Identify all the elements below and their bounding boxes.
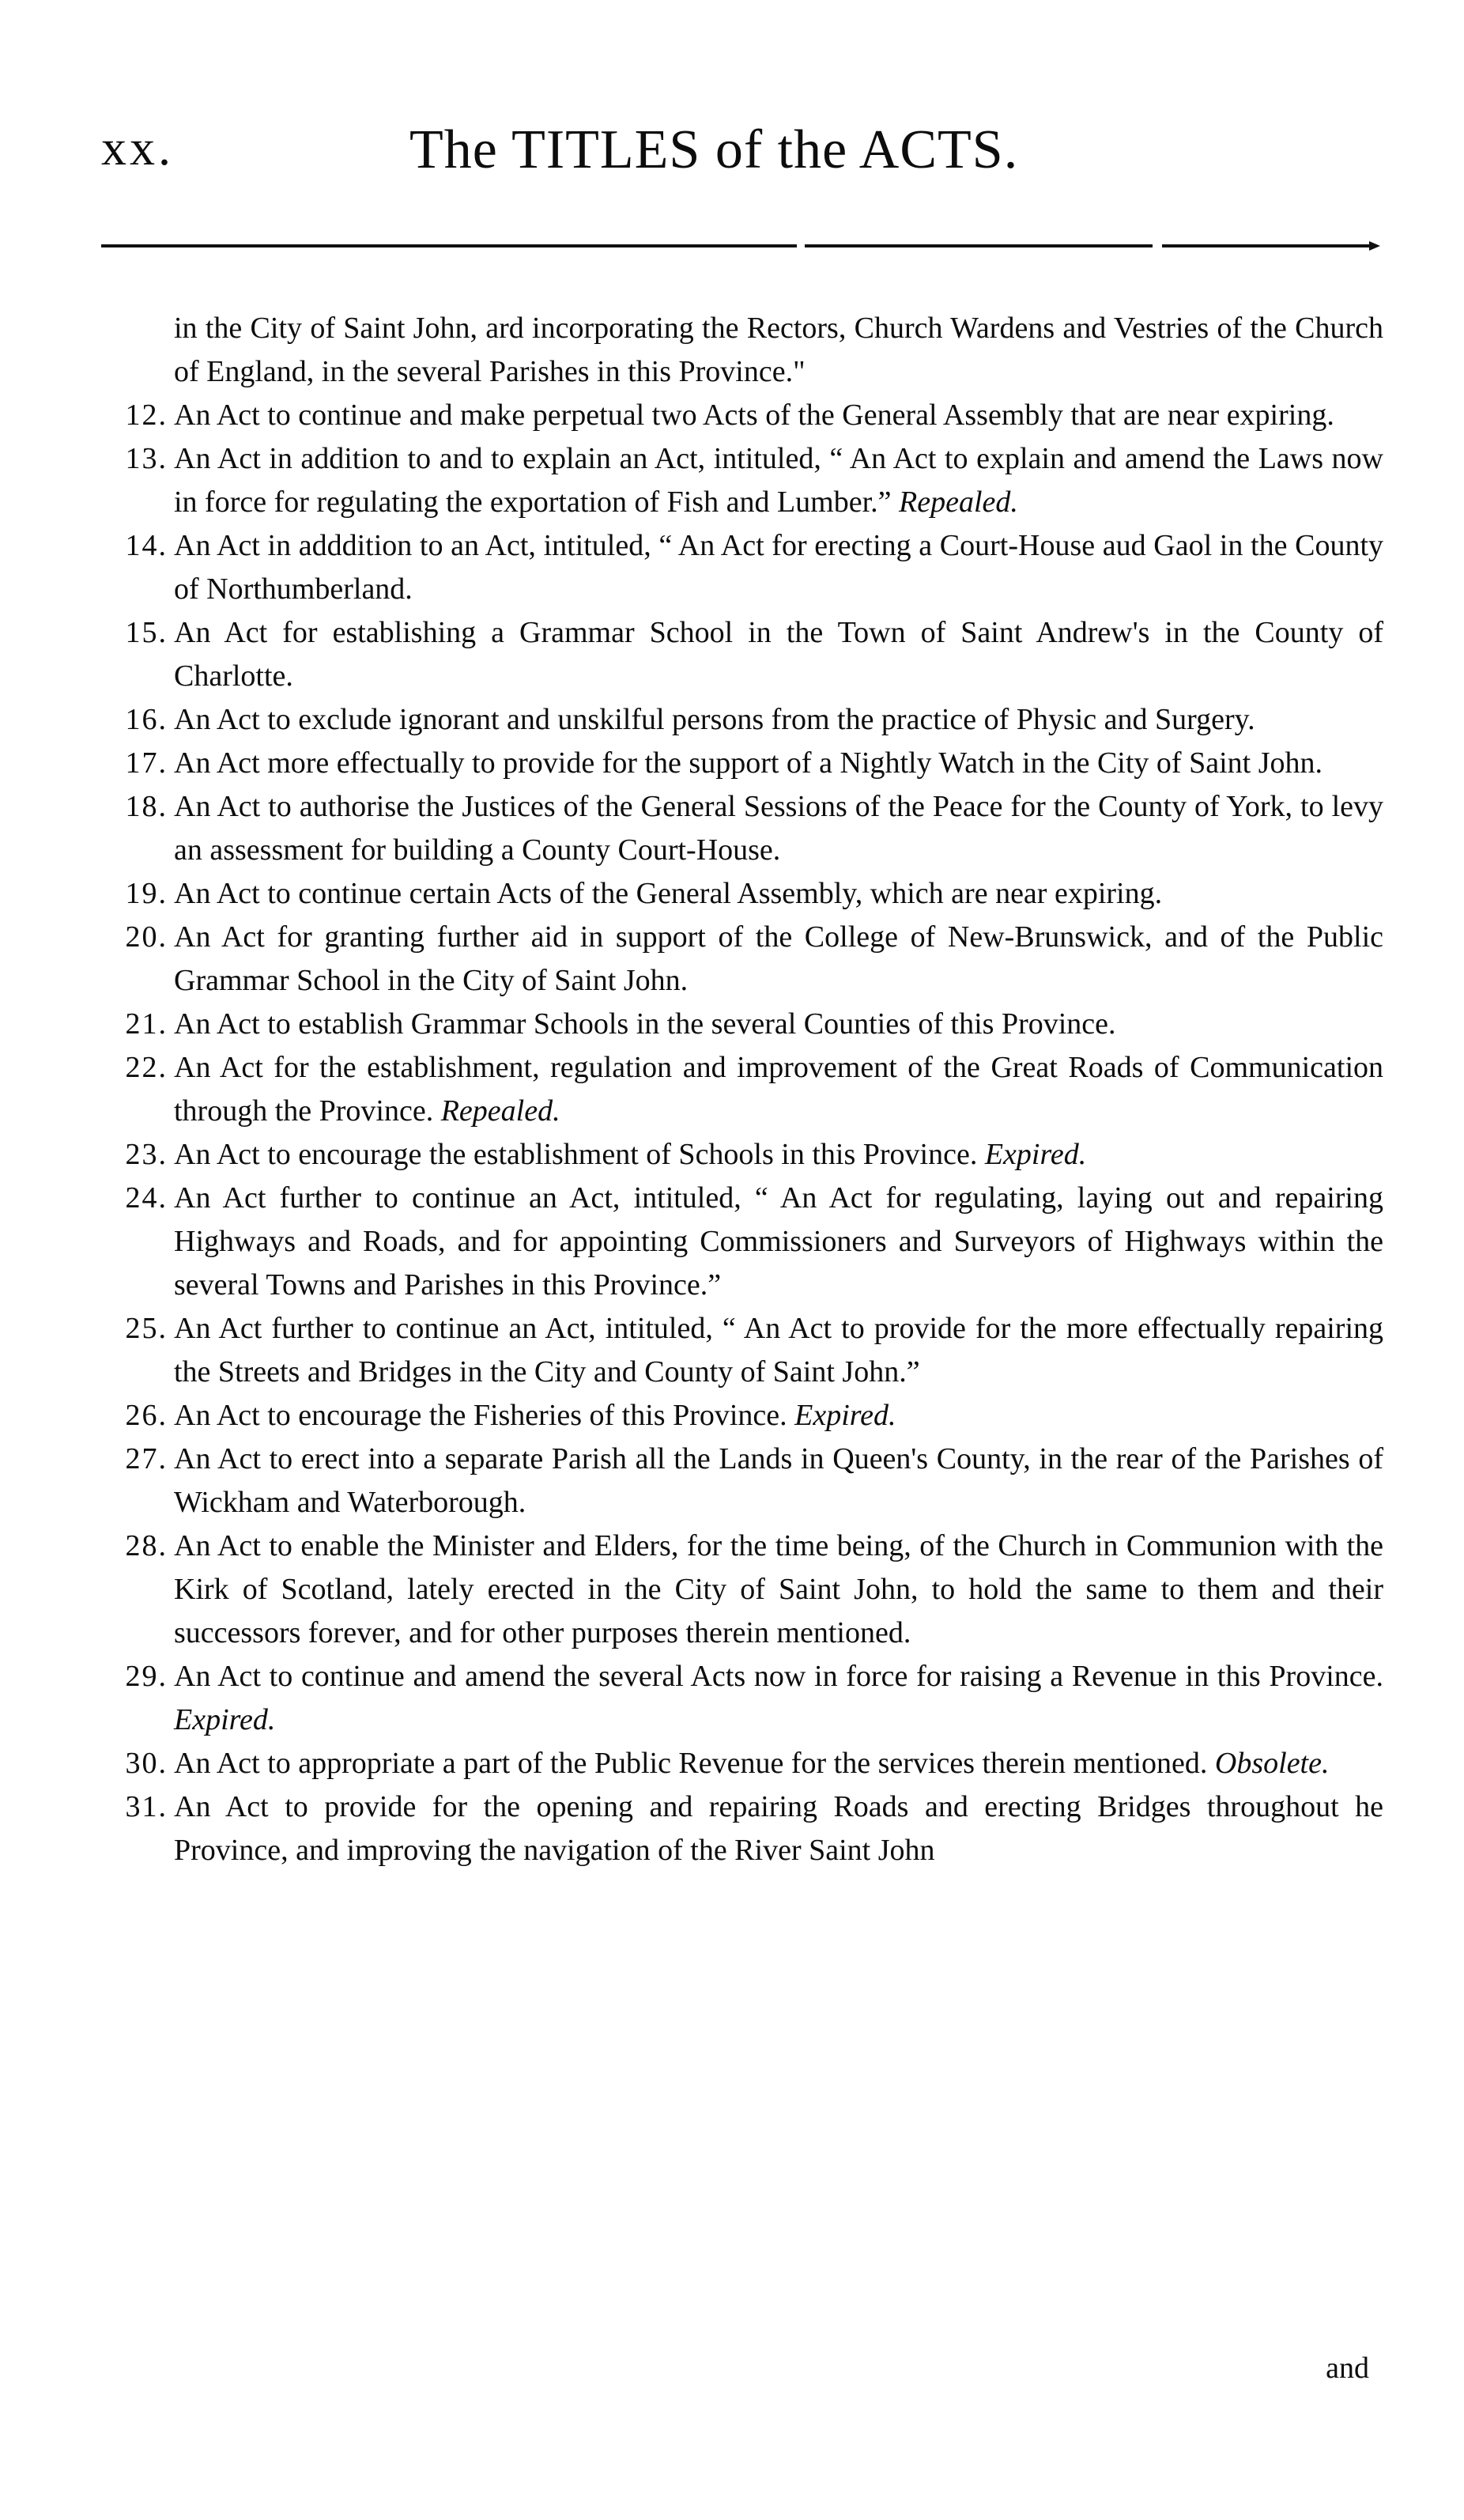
entry-number: 21. bbox=[125, 1007, 168, 1041]
header-rule bbox=[101, 242, 1375, 250]
entry-status: Expired. bbox=[174, 1703, 276, 1736]
rule-arrow-icon bbox=[1369, 241, 1380, 251]
entry-text: An Act to enable the Minister and Elders, for the time being, of the Church in Communion with the Kirk of Scotland, lately erected in the City of Saint John, to hold the same to them and their successors forever, and for other purposes therein mentioned. bbox=[174, 1529, 1383, 1649]
entry-number: 22. bbox=[125, 1051, 168, 1084]
entry-text: in the City of Saint John, ard incorporating the Rectors, Church Wardens and Vestries of the Church of England, in the several Parishes in this Province." bbox=[174, 312, 1383, 388]
entry-text: An Act for granting further aid in support of the College of New-Brunswick, and of the Public Grammar School in the City of Saint John. bbox=[174, 920, 1383, 997]
entry-number: 20. bbox=[125, 920, 168, 954]
list-item bbox=[79, 1133, 1383, 1177]
entry-status: Repealed. bbox=[440, 1094, 560, 1128]
list-item bbox=[79, 1394, 1383, 1438]
list-item bbox=[79, 785, 1383, 872]
page-number: xx. bbox=[101, 119, 174, 176]
entry-status: Obsolete. bbox=[1214, 1747, 1330, 1780]
entry-text: An Act to authorise the Justices of the General Sessions of the Peace for the County of York, to levy an assessment for building a County Court-House. bbox=[174, 790, 1383, 867]
entry-text: An Act further to continue an Act, intituled, “ An Act for regulating, laying out and repairing Highways and Roads, and for appointing Commissioners and Surveyors of Highways within the several Towns and Parishes in this Province.” bbox=[174, 1181, 1383, 1302]
entry-text: An Act to continue certain Acts of the General Assembly, which are near expiring. bbox=[174, 877, 1163, 910]
entry-text: An Act to continue and make perpetual two Acts of the General Assembly that are near expiring. bbox=[174, 399, 1334, 432]
page-title: The TITLES of the ACTS. bbox=[409, 119, 1019, 180]
entry-number: 26. bbox=[125, 1399, 168, 1432]
rule-segment bbox=[805, 244, 1153, 247]
entry-status: Expired. bbox=[794, 1399, 896, 1432]
list-item bbox=[79, 1046, 1383, 1133]
entry-text: An Act further to continue an Act, intituled, “ An Act to provide for the more effectually repairing the Streets and Bridges in the City and County of Saint John.” bbox=[174, 1312, 1383, 1388]
entry-text: An Act to exclude ignorant and unskilful persons from the practice of Physic and Surgery. bbox=[174, 703, 1255, 736]
list-item bbox=[79, 524, 1383, 611]
list-item bbox=[79, 1003, 1383, 1046]
entry-status: Repealed. bbox=[899, 485, 1018, 519]
list-item bbox=[79, 1742, 1383, 1785]
entry-number: 19. bbox=[125, 877, 168, 910]
list-item bbox=[79, 1524, 1383, 1655]
entry-number: 29. bbox=[125, 1660, 168, 1693]
catchword: and bbox=[1326, 2352, 1369, 2385]
entry-number: 31. bbox=[125, 1790, 168, 1823]
entry-number: 12. bbox=[125, 399, 168, 432]
list-item bbox=[79, 1655, 1383, 1742]
entry-text: An Act in adddition to an Act, intituled, “ An Act for erecting a Court-House aud Gaol in the County of Northumberland. bbox=[174, 529, 1383, 606]
page-header bbox=[101, 119, 1374, 198]
entry-number: 28. bbox=[125, 1529, 168, 1562]
entry-number: 18. bbox=[125, 790, 168, 823]
entry-text: An Act to appropriate a part of the Public Revenue for the services therein mentioned. bbox=[174, 1747, 1208, 1780]
list-item bbox=[79, 916, 1383, 1003]
entry-number: 30. bbox=[125, 1747, 168, 1780]
list-item bbox=[79, 698, 1383, 742]
entry-text: An Act to erect into a separate Parish all the Lands in Queen's County, in the rear of the Parishes of Wickham and Waterborough. bbox=[174, 1442, 1383, 1519]
entry-text: An Act for the establishment, regulation and improvement of the Great Roads of Communication through the Province. bbox=[174, 1051, 1383, 1128]
list-item bbox=[79, 1785, 1383, 1872]
list-item bbox=[79, 1177, 1383, 1307]
rule-segment bbox=[1162, 244, 1369, 247]
rule-segment bbox=[101, 244, 797, 247]
entry-text: An Act more effectually to provide for the support of a Nightly Watch in the City of Saint John. bbox=[174, 746, 1323, 780]
list-item bbox=[79, 394, 1383, 437]
entry-text: An Act to encourage the establishment of Schools in this Province. bbox=[174, 1138, 978, 1171]
entry-number: 15. bbox=[125, 616, 168, 649]
entry-number: 14. bbox=[125, 529, 168, 562]
list-item bbox=[79, 611, 1383, 698]
entry-number: 25. bbox=[125, 1312, 168, 1345]
entry-status: Expired. bbox=[984, 1138, 1087, 1171]
list-item bbox=[79, 1438, 1383, 1524]
entry-number: 16. bbox=[125, 703, 168, 736]
entry-text: An Act to provide for the opening and repairing Roads and erecting Bridges throughout he Province, and improving the navigation of the River Saint John bbox=[174, 1790, 1383, 1867]
entry-number: 23. bbox=[125, 1138, 168, 1171]
list-item bbox=[79, 872, 1383, 916]
entry-number: 17. bbox=[125, 746, 168, 780]
entry-text: An Act to continue and amend the several Acts now in force for raising a Revenue in this Province. bbox=[174, 1660, 1383, 1693]
entry-text: An Act in addition to and to explain an Act, intituled, “ An Act to explain and amend the Laws now in force for regulating the exportation of Fish and Lumber.” bbox=[174, 442, 1383, 519]
acts-list bbox=[79, 307, 1383, 1872]
entry-number: 13. bbox=[125, 442, 168, 475]
list-item bbox=[79, 742, 1383, 785]
entry-text: An Act to encourage the Fisheries of this Province. bbox=[174, 1399, 787, 1432]
entry-number: 24. bbox=[125, 1181, 168, 1215]
list-item bbox=[79, 437, 1383, 524]
continued-entry bbox=[79, 307, 1383, 394]
entry-number: 27. bbox=[125, 1442, 168, 1475]
list-item bbox=[79, 1307, 1383, 1394]
entry-text: An Act for establishing a Grammar School in the Town of Saint Andrew's in the County of Charlotte. bbox=[174, 616, 1383, 693]
entry-text: An Act to establish Grammar Schools in the several Counties of this Province. bbox=[174, 1007, 1116, 1041]
